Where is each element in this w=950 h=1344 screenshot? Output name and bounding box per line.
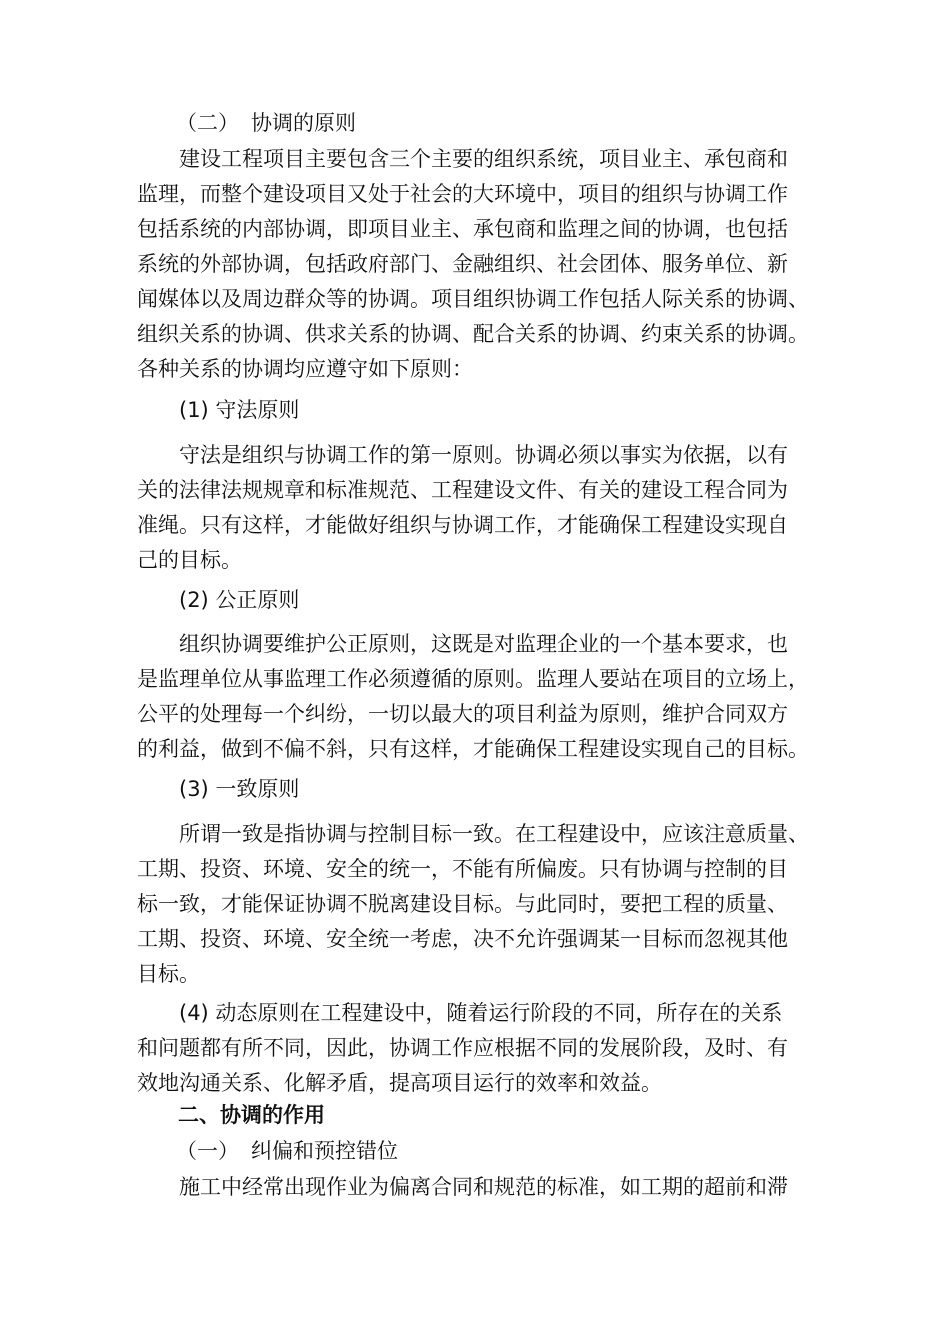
section-heading: 二、协调的作用 xyxy=(178,1103,325,1127)
text-line: 组织协调要维护公正原则，这既是对监理企业的一个基本要求，也 xyxy=(179,632,788,656)
principle-3-title: (3) 一致原则 xyxy=(179,777,300,801)
text-line: 包括系统的内部协调，即项目业主、承包商和监理之间的协调，也包括 xyxy=(137,217,788,241)
text-line: 系统的外部协调，包括政府部门、金融组织、社会团体、服务单位、新 xyxy=(137,252,788,276)
text-line: 准绳。只有这样，才能做好组织与协调工作，才能确保工程建设实现自 xyxy=(137,513,788,537)
subheading-text: 纠偏和预控错位 xyxy=(251,1139,398,1163)
subheading-correction xyxy=(176,1136,398,1166)
text-line: 工期、投资、环境、安全的统一，不能有所偏废。只有协调与控制的目 xyxy=(137,857,788,881)
principle-3-paragraph xyxy=(137,817,837,992)
text-line: 闻媒体以及周边群众等的协调。项目组织协调工作包括人际关系的协调、 xyxy=(137,287,809,311)
text-line: 目标。 xyxy=(137,962,200,986)
text-line: 公平的处理每一个纠纷，一切以最大的项目利益为原则，维护合同双方 xyxy=(137,702,788,726)
intro-paragraph xyxy=(137,142,837,387)
text-line: 标一致，才能保证协调不脱离建设目标。与此同时，要把工程的质量、 xyxy=(137,892,788,916)
text-line: 组织关系的协调、供求关系的协调、配合关系的协调、约束关系的协调。 xyxy=(137,322,809,346)
subheading-number: （一） xyxy=(176,1139,239,1163)
text-line: 工期、投资、环境、安全统一考虑，决不允许强调某一目标而忽视其他 xyxy=(137,927,788,951)
text-line: 的利益，做到不偏不斜，只有这样，才能确保工程建设实现自己的目标。 xyxy=(137,737,809,761)
text-line: 监理，而整个建设项目又处于社会的大环境中，项目的组织与协调工作 xyxy=(137,182,788,206)
section2-paragraph xyxy=(137,1170,837,1205)
principle-4-paragraph xyxy=(137,996,837,1101)
text-line: (4) 动态原则在工程建设中，随着运行阶段的不同，所存在的关系 xyxy=(179,1001,783,1025)
subheading-number: （二） xyxy=(176,111,239,135)
text-line: 各种关系的协调均应遵守如下原则： xyxy=(137,357,473,381)
subheading-principles xyxy=(176,108,356,138)
principle-2-paragraph xyxy=(137,627,837,767)
text-line: 效地沟通关系、化解矛盾，提高项目运行的效率和效益。 xyxy=(137,1071,662,1095)
text-line: 施工中经常出现作业为偏离合同和规范的标准，如工期的超前和滞 xyxy=(179,1175,788,1199)
principle-2-title: (2) 公正原则 xyxy=(179,588,300,612)
text-line: 是监理单位从事监理工作必须遵循的原则。监理人要站在项目的立场上， xyxy=(137,667,809,691)
text-line: 关的法律法规规章和标准规范、工程建设文件、有关的建设工程合同为 xyxy=(137,478,788,502)
text-line: 守法是组织与协调工作的第一原则。协调必须以事实为依据，以有 xyxy=(179,443,788,467)
subheading-text: 协调的原则 xyxy=(251,111,356,135)
text-line: 己的目标。 xyxy=(137,548,242,572)
text-line: 建设工程项目主要包含三个主要的组织系统，项目业主、承包商和 xyxy=(179,147,788,171)
text-line: 所谓一致是指协调与控制目标一致。在工程建设中，应该注意质量、 xyxy=(179,822,809,846)
principle-1-title: (1) 守法原则 xyxy=(179,398,300,422)
principle-1-paragraph xyxy=(137,438,837,578)
text-line: 和问题都有所不同，因此，协调工作应根据不同的发展阶段，及时、有 xyxy=(137,1036,788,1060)
